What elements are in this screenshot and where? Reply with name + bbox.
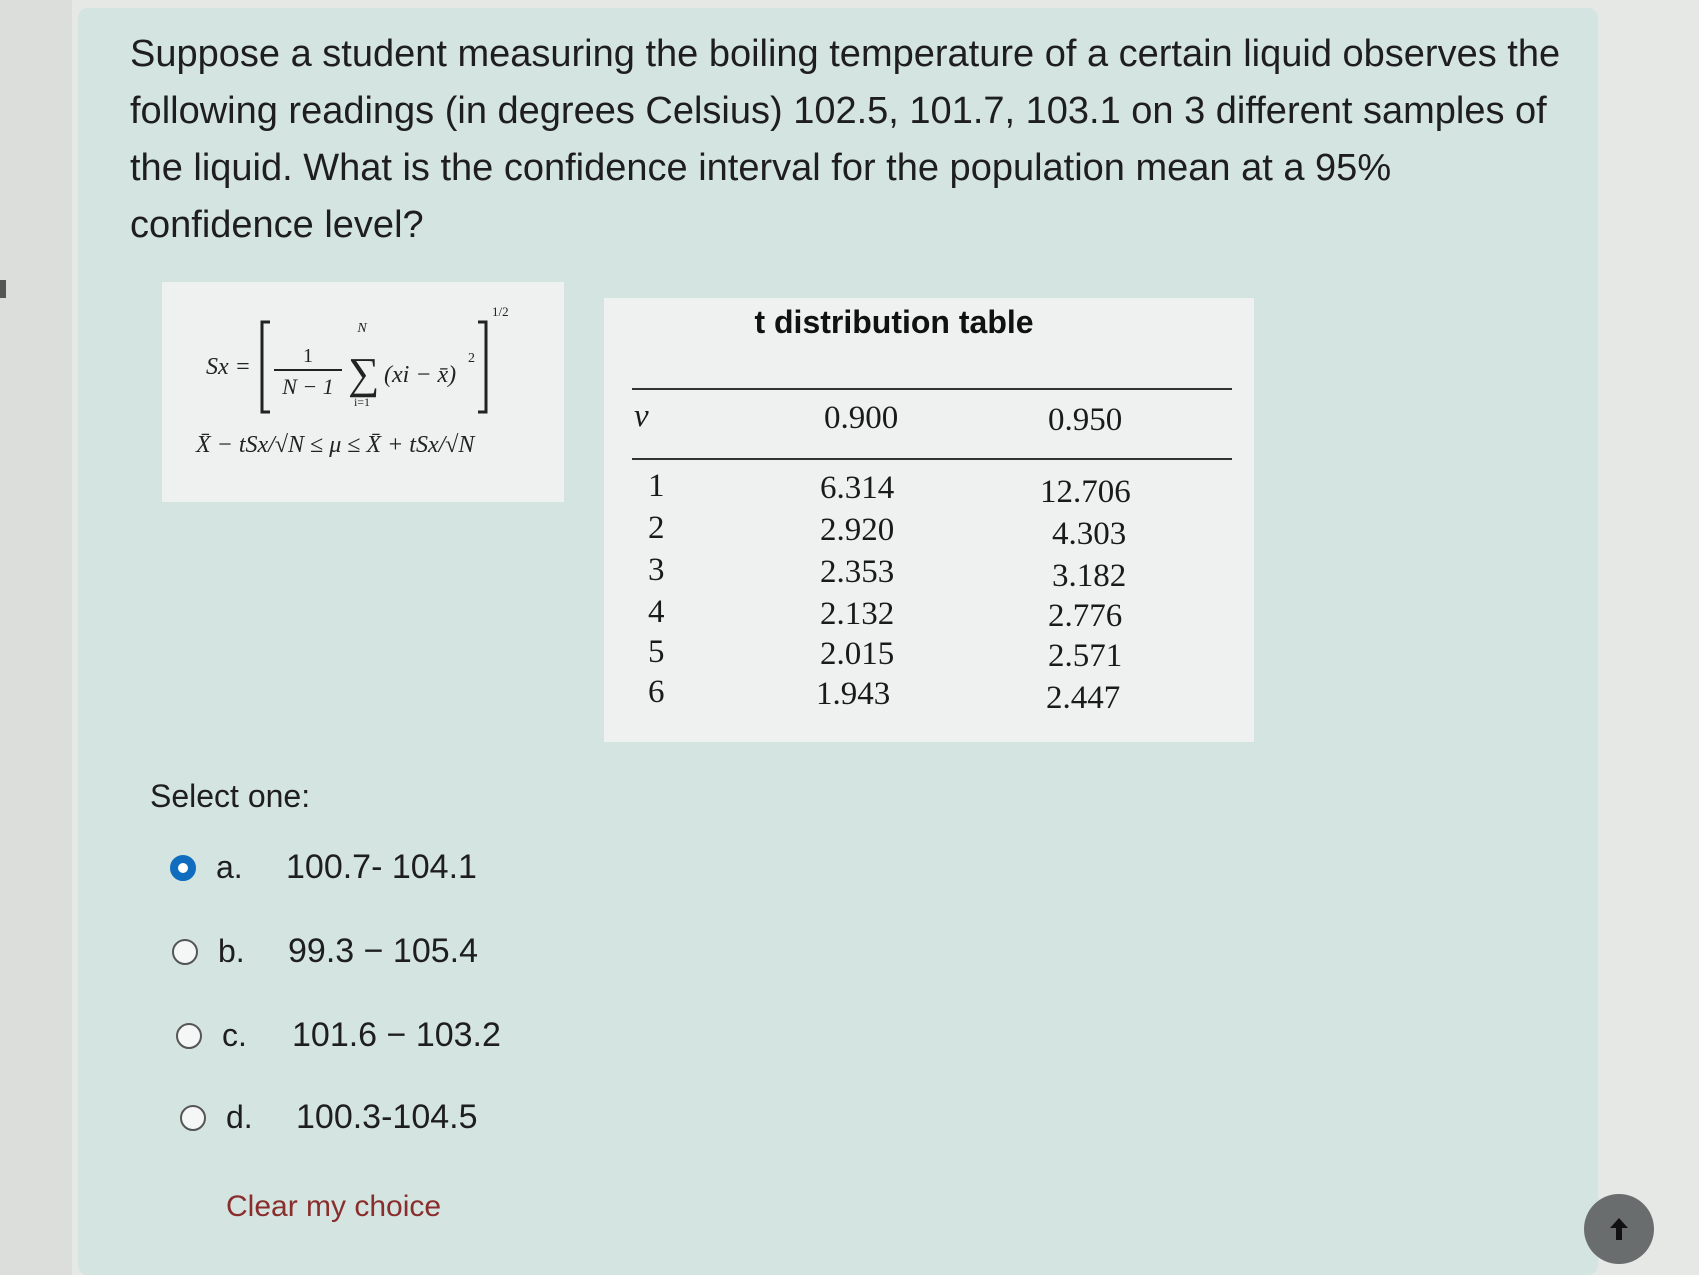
t-distribution-table xyxy=(604,298,1254,742)
svg-text:∑: ∑ xyxy=(348,349,380,398)
option-letter: a. xyxy=(216,849,243,885)
option-value: 100.7- 104.1 xyxy=(286,848,477,886)
formula-interval: X̄ − tSx/√N ≤ μ ≤ X̄ + tSx/√N xyxy=(196,432,475,458)
scroll-to-top-button[interactable] xyxy=(1584,1194,1654,1264)
table-header-0900: 0.900 xyxy=(824,400,899,436)
table-cell: 4.303 xyxy=(1052,516,1127,552)
formula-fraction-num: 1 xyxy=(303,345,313,367)
option-value: 100.3-104.5 xyxy=(296,1098,478,1136)
formula-sum-upper: N xyxy=(357,321,367,336)
table-cell: 2.571 xyxy=(1048,638,1123,674)
arrow-up-icon xyxy=(1604,1214,1634,1244)
table-cell: 6.314 xyxy=(820,470,895,506)
table-cell: 4 xyxy=(648,594,665,630)
table-cell: 2.447 xyxy=(1046,680,1121,716)
select-one-label: Select one: xyxy=(150,778,311,814)
side-marker xyxy=(0,280,6,298)
table-cell: 2 xyxy=(648,510,665,546)
left-panel-edge xyxy=(0,0,72,1275)
table-cell: 2.015 xyxy=(820,636,895,672)
answer-option-d[interactable] xyxy=(180,1098,478,1137)
table-cell: 2.776 xyxy=(1048,598,1123,634)
table-cell: 5 xyxy=(648,634,665,670)
table-cell: 12.706 xyxy=(1040,474,1131,510)
formula-sx-lhs: Sx = xyxy=(206,354,251,380)
table-cell: 2.132 xyxy=(820,596,895,632)
option-letter: d. xyxy=(226,1099,253,1135)
table-cell: 1 xyxy=(648,468,665,504)
formula-exponent: 1/2 xyxy=(492,304,509,319)
table-header-rule xyxy=(632,458,1232,460)
option-letter: b. xyxy=(218,933,245,969)
formula-image xyxy=(162,282,564,502)
table-header-0950: 0.950 xyxy=(1048,402,1123,438)
table-header-nu: ν xyxy=(634,398,649,434)
question-text: Suppose a student measuring the boiling temperature of a certain liquid observes the following readings (in degrees Celsius) 102.5, 101.7, 103.1 on 3 different samples of the liquid. What is the confidence interval for the population mean at a 95% confidence level? xyxy=(130,33,1561,246)
formula-square: 2 xyxy=(468,351,475,366)
option-letter: c. xyxy=(222,1017,247,1053)
radio-unchecked-icon[interactable] xyxy=(176,1023,202,1049)
answer-option-c[interactable] xyxy=(176,1016,501,1055)
table-cell: 1.943 xyxy=(816,676,891,712)
table-cell: 3 xyxy=(648,552,665,588)
option-value: 101.6 − 103.2 xyxy=(292,1016,501,1054)
radio-unchecked-icon[interactable] xyxy=(180,1105,206,1131)
table-title: t distribution table xyxy=(754,304,1034,340)
table-cell: 3.182 xyxy=(1052,558,1127,594)
answer-option-b[interactable] xyxy=(172,932,478,971)
radio-checked-icon[interactable] xyxy=(170,855,196,881)
table-cell: 2.353 xyxy=(820,554,895,590)
formula-summand: (xi − x̄) xyxy=(384,362,457,388)
formula-sum-lower: i=1 xyxy=(353,395,371,409)
radio-unchecked-icon[interactable] xyxy=(172,939,198,965)
table-top-rule xyxy=(632,388,1232,390)
formula-fraction-den: N − 1 xyxy=(282,374,334,399)
table-cell: 6 xyxy=(648,674,665,710)
table-cell: 2.920 xyxy=(820,512,895,548)
option-value: 99.3 − 105.4 xyxy=(288,932,479,970)
clear-choice-link[interactable]: Clear my choice xyxy=(226,1190,442,1223)
answer-option-a[interactable] xyxy=(170,848,477,887)
